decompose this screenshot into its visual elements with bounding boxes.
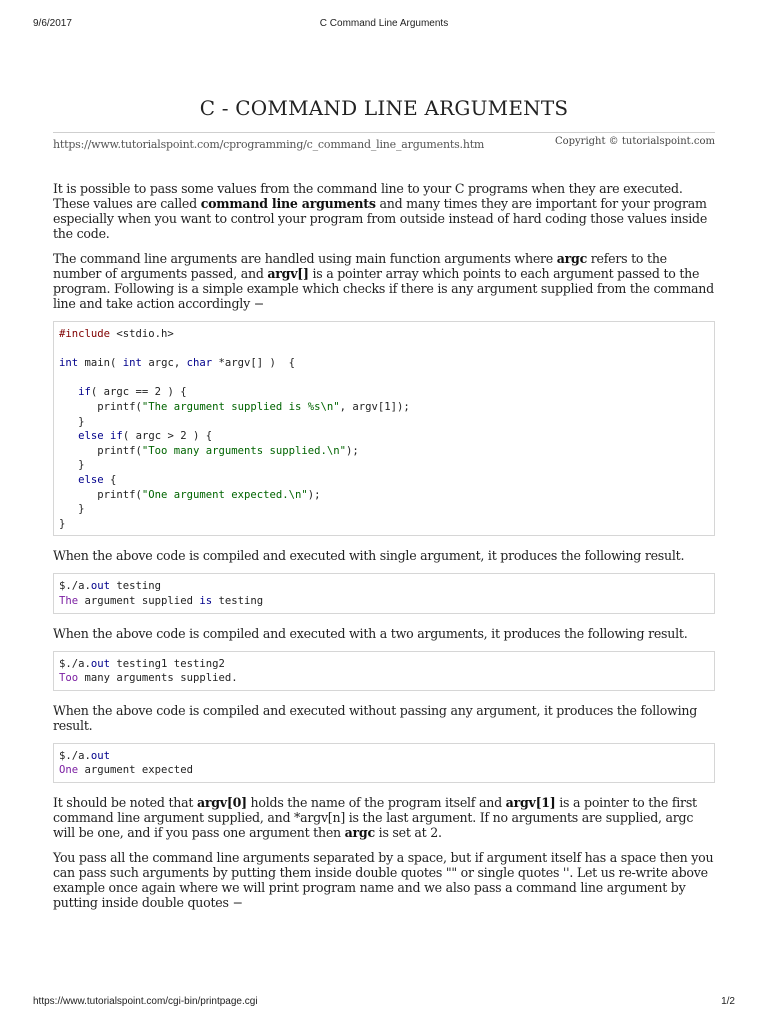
code-line xyxy=(59,371,709,386)
page-number: 1/2 xyxy=(721,996,735,1007)
bold-term: argv[] xyxy=(267,266,309,281)
page-title: C - COMMAND LINE ARGUMENTS xyxy=(199,96,569,120)
intro-paragraph xyxy=(53,181,715,241)
code-line: printf("The argument supplied is %s\n", argv[1]); xyxy=(59,400,410,413)
code-line: printf("One argument expected.\n"); xyxy=(59,488,321,501)
code-line: } xyxy=(59,459,85,472)
bold-term: argc xyxy=(344,824,375,840)
code-line: #include <stdio.h> xyxy=(59,328,174,340)
text-run: The command line arguments are handled using main function arguments where xyxy=(53,251,557,266)
code-line: One argument expected xyxy=(59,764,193,777)
footer-url: https://www.tutorialspoint.com/cgi-bin/printpage.cgi xyxy=(33,996,258,1007)
code-example-box xyxy=(53,321,715,536)
text-run: is a pointer to the first command line argument supplied, and *argv[n] is the last argument. If no arguments are supplied, argc will be one, and if you pass one argument then xyxy=(53,794,697,840)
two-arguments-paragraph: When the above code is compiled and executed with a two arguments, it produces the following result. xyxy=(53,625,688,641)
code-line: else if( argc > 2 ) { xyxy=(78,430,213,443)
text-run: refers to the number of arguments passed, and xyxy=(53,251,667,281)
code-line: int main( int argc, char *argv[] ) { xyxy=(59,357,296,370)
print-title: C Command Line Arguments xyxy=(319,18,449,29)
code-line: $./a.out testing xyxy=(59,580,162,593)
output-box-no-argument xyxy=(53,743,715,783)
code-line: } xyxy=(59,415,85,428)
code-line: $./a.out testing1 testing2 xyxy=(59,657,225,670)
quotes-paragraph: You pass all the command line arguments separated by a space, but if argument itself has a space then you can pass such arguments by putting them inside double quotes "" or single quotes ''. Let us re-write above example once again where we will print program name and we also pass a command line argument by putting inside double quotes − xyxy=(53,849,714,910)
bold-term: argv[0] xyxy=(196,794,247,810)
code-line xyxy=(59,342,709,357)
print-header xyxy=(33,18,735,32)
text-run: is set at 2. xyxy=(374,824,442,840)
text-run: It is possible to pass some values from the command line to your C programs when they are executed. These values are called xyxy=(53,181,683,211)
code-line: } xyxy=(59,503,85,516)
print-footer xyxy=(33,996,735,1010)
document-body xyxy=(53,96,715,920)
code-line: if( argc == 2 ) { xyxy=(78,386,187,399)
text-run: is a pointer array which points to each argument passed to the program. Following is a simple example which checks if there is any argument supplied from the command line and take action accordingly − xyxy=(53,266,714,311)
bold-term: argv[1] xyxy=(505,794,556,810)
source-url-link[interactable]: https://www.tutorialspoint.com/cprogramming/c_command_line_arguments.htm xyxy=(53,138,485,151)
code-line: Too many arguments supplied. xyxy=(59,672,238,685)
output-box-single-argument xyxy=(53,573,715,613)
code-line: $./a.out xyxy=(59,749,111,762)
single-argument-paragraph: When the above code is compiled and executed with single argument, it produces the following result. xyxy=(53,548,685,564)
code-line: } xyxy=(59,517,66,530)
text-run: It should be noted that xyxy=(53,794,197,810)
text-run: and many times they are important for your program especially when you want to control your program from outside instead of hard coding those values inside the code. xyxy=(53,196,708,241)
argc-argv-paragraph xyxy=(53,251,715,311)
bold-term: argc xyxy=(556,251,588,266)
copyright-notice: Copyright © tutorialspoint.com xyxy=(554,136,715,147)
no-argument-paragraph: When the above code is compiled and executed without passing any argument, it produces the following result. xyxy=(53,702,698,733)
code-line: else { xyxy=(78,473,117,486)
print-date: 9/6/2017 xyxy=(33,18,72,29)
code-line: The argument supplied is testing xyxy=(59,594,264,607)
argv-note-paragraph xyxy=(53,795,715,840)
output-box-two-arguments xyxy=(53,651,715,691)
text-run: holds the name of the program itself and xyxy=(246,794,506,810)
bold-term: command line arguments xyxy=(200,196,376,211)
source-line xyxy=(53,132,715,163)
code-line: printf("Too many arguments supplied.\n"); xyxy=(59,444,359,457)
